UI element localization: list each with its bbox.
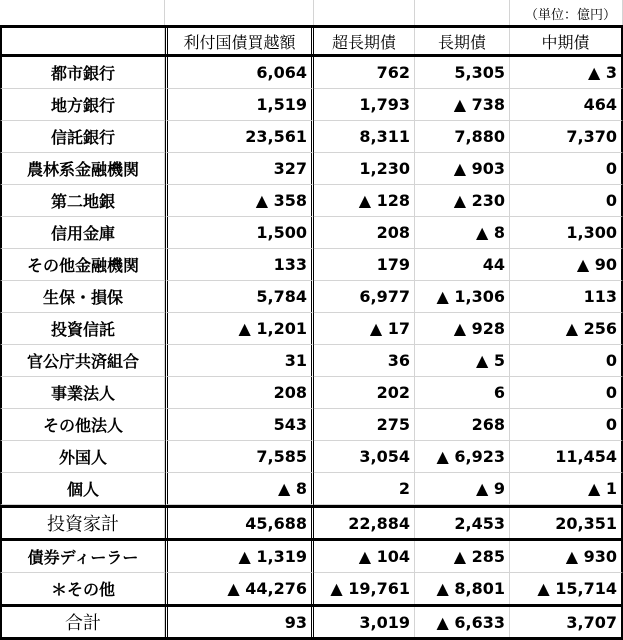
table-row [0,57,623,89]
value-cell: ▲ 15,714 [510,573,623,605]
value-cell: 31 [165,345,314,377]
blank-cell [314,0,415,27]
row-label: 第二地銀 [0,185,165,217]
value-cell: 133 [165,249,314,281]
value-cell: 1,793 [314,89,415,121]
value-cell: ▲ 9 [415,473,510,505]
value-cell: ▲ 928 [415,313,510,345]
header-cell [0,28,165,55]
value-cell: 1,230 [314,153,415,185]
value-cell: 1,300 [510,217,623,249]
row-label: ＊その他 [0,573,165,605]
table-row [0,153,623,185]
header-cell: 利付国債買越額 [165,28,314,55]
value-cell: ▲ 1,306 [415,281,510,313]
table-row [0,281,623,313]
value-cell: 11,454 [510,441,623,473]
value-cell: ▲ 90 [510,249,623,281]
row-label: その他法人 [0,409,165,441]
header-row [0,28,623,55]
value-cell: 7,880 [415,121,510,153]
header-cell: 長期債 [415,28,510,55]
value-cell: 543 [165,409,314,441]
value-cell: ▲ 8,801 [415,573,510,605]
value-cell: 3,054 [314,441,415,473]
value-cell: 762 [314,57,415,89]
value-cell: 7,585 [165,441,314,473]
value-cell: ▲ 285 [415,541,510,573]
blank-cell [0,0,165,27]
value-cell: 6 [415,377,510,409]
row-label: 信用金庫 [0,217,165,249]
value-cell: 0 [510,185,623,217]
table-row [0,441,623,473]
row-label: 生保・損保 [0,281,165,313]
row-label: 地方銀行 [0,89,165,121]
value-cell: 6,064 [165,57,314,89]
value-cell: 8,311 [314,121,415,153]
value-cell: ▲ 19,761 [314,573,415,605]
value-cell: 208 [314,217,415,249]
value-cell: ▲ 1,201 [165,313,314,345]
row-label: 官公庁共済組合 [0,345,165,377]
value-cell: 268 [415,409,510,441]
value-cell: 113 [510,281,623,313]
value-cell: 179 [314,249,415,281]
table-row [0,121,623,153]
value-cell: ▲ 8 [415,217,510,249]
row-label: 投資家計 [0,508,165,539]
value-cell: ▲ 256 [510,313,623,345]
value-cell: 1,519 [165,89,314,121]
table-row [0,573,623,605]
value-cell: ▲ 128 [314,185,415,217]
value-cell: 0 [510,377,623,409]
value-cell: ▲ 358 [165,185,314,217]
value-cell: 22,884 [314,508,415,539]
table-row [0,508,623,539]
value-cell: 7,370 [510,121,623,153]
value-cell: 202 [314,377,415,409]
value-cell: 20,351 [510,508,623,539]
header-cell: 中期債 [510,28,623,55]
value-cell: 3,019 [314,607,415,638]
row-label: 事業法人 [0,377,165,409]
row-label: 債券ディーラー [0,541,165,573]
value-cell: 44 [415,249,510,281]
table-row [0,89,623,121]
value-cell: ▲ 903 [415,153,510,185]
row-label: 外国人 [0,441,165,473]
value-cell: 36 [314,345,415,377]
value-cell: 0 [510,153,623,185]
value-cell: 5,305 [415,57,510,89]
row-label: 投資信託 [0,313,165,345]
value-cell: 208 [165,377,314,409]
value-cell: ▲ 738 [415,89,510,121]
table-row [0,345,623,377]
row-label: 都市銀行 [0,57,165,89]
value-cell: 0 [510,345,623,377]
table-row [0,607,623,638]
row-label: 信託銀行 [0,121,165,153]
value-cell: 5,784 [165,281,314,313]
blank-cell [415,0,510,27]
value-cell: ▲ 230 [415,185,510,217]
blank-cell [165,0,314,27]
value-cell: ▲ 6,923 [415,441,510,473]
value-cell: ▲ 930 [510,541,623,573]
value-cell: ▲ 6,633 [415,607,510,638]
value-cell: 93 [165,607,314,638]
unit-row [0,0,623,27]
table-row [0,409,623,441]
row-label: 合計 [0,607,165,638]
value-cell: ▲ 44,276 [165,573,314,605]
table-row [0,217,623,249]
value-cell: ▲ 1 [510,473,623,505]
table-row [0,249,623,281]
value-cell: ▲ 8 [165,473,314,505]
table-row [0,473,623,505]
table-row [0,377,623,409]
table-row [0,313,623,345]
table-row [0,541,623,573]
value-cell: 0 [510,409,623,441]
value-cell: 45,688 [165,508,314,539]
value-cell: 2 [314,473,415,505]
table-row [0,185,623,217]
value-cell: ▲ 17 [314,313,415,345]
value-cell: 3,707 [510,607,623,638]
header-cell: 超長期債 [314,28,415,55]
value-cell: 6,977 [314,281,415,313]
value-cell: 1,500 [165,217,314,249]
value-cell: ▲ 3 [510,57,623,89]
value-cell: ▲ 5 [415,345,510,377]
row-label: 個人 [0,473,165,505]
unit-label: （単位：億円） [510,0,623,27]
value-cell: 327 [165,153,314,185]
row-label: その他金融機関 [0,249,165,281]
value-cell: 275 [314,409,415,441]
value-cell: 23,561 [165,121,314,153]
value-cell: 2,453 [415,508,510,539]
value-cell: 464 [510,89,623,121]
value-cell: ▲ 1,319 [165,541,314,573]
value-cell: ▲ 104 [314,541,415,573]
row-label: 農林系金融機関 [0,153,165,185]
